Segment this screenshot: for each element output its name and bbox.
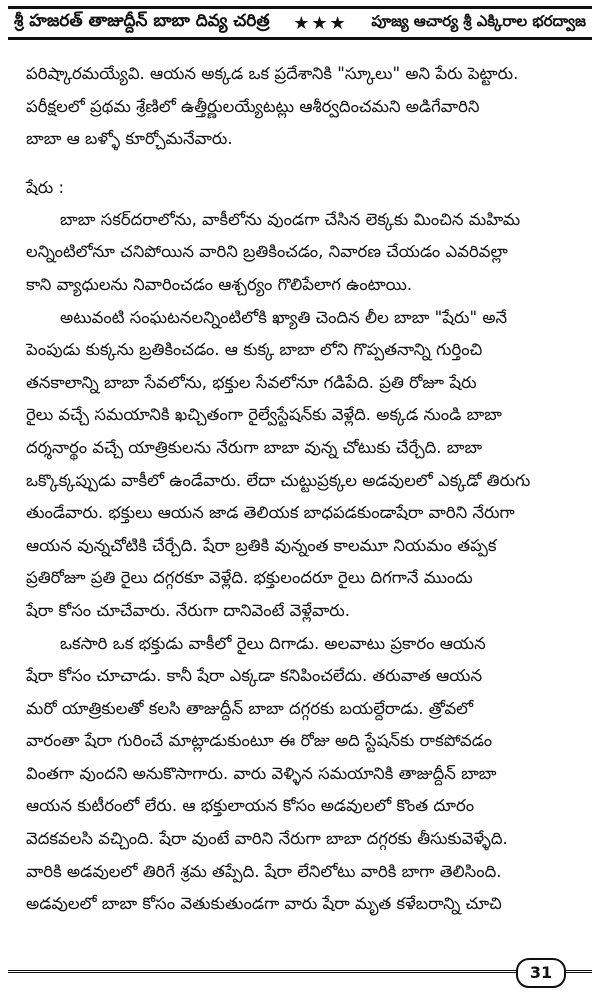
text-line: వింతగా వుందని అనుకొసాగారు. వారు వెళ్ళిన సమయానికి తాజుద్దీన్ బాబా [26, 763, 497, 783]
text-line: వారికి అడవులలో తిరిగే శ్రమ తప్పేది. షేరా లేనిలోటు వారికి బాగా తెలిసింది. [26, 861, 502, 881]
text-line: రైలు వచ్చే సమయానికి ఖచ్చితంగా రైల్వేస్టేషన్‌కు వెళ్లేది. అక్కడ నుండి బాబా [26, 405, 502, 425]
author-name: పూజ్య ఆచార్య శ్రీ ఎక్కిరాల భరద్వాజ [371, 12, 586, 30]
text-line: లన్నింటిలోనూ చనిపోయిన వారిని బ్రతికించడం, నివారణ చేయడం ఎవరివల్లా [26, 242, 508, 262]
paragraph-4 [26, 628, 586, 921]
page-body [26, 58, 586, 921]
footer-divider [8, 970, 592, 973]
text-line: ప్రతిరోజూ ప్రతి రైలు దగ్గరకూ వెళ్లేది. భక్తులందరూ రైలు దిగగానే ముందు [26, 568, 473, 588]
text-line: కాని వ్యాధులను నివారించడం ఆశ్చర్యం గొలిపేలాగ ఉంటాయి. [26, 274, 413, 294]
section-heading: షేరు : [26, 177, 65, 197]
text-line: బాబా ఆ బళ్ళో కూర్చోమనేవారు. [26, 129, 233, 149]
text-line: ఒకసారి ఒక భక్తుడు వాకీలో రైలు దిగాడు. అలవాటు ప్రకారం ఆయన [60, 633, 486, 653]
text-line: వెదకవలసి వచ్చింది. షేరా వుంటే వారిని నేరుగా బాబా దగ్గరకు తీసుకువెళ్ళేది. [26, 829, 508, 849]
text-line: అడవులలో బాబా కోసం వెతుకుతుండగా వారు షేరా మృత కళేబరాన్ని చూచి [26, 894, 502, 914]
page-footer [8, 958, 592, 988]
text-line: బాబా సకర్‌దరాలోను, వాకీలోను వుండగా చేసిన లెక్కకు మించిన మహిమ [60, 209, 521, 229]
page-number-badge: 31 [516, 958, 566, 988]
text-line: ఆయన వున్నచోటికి చేర్చేది. షేరా బ్రతికి వున్నంత కాలమూ నియమం తప్పక [26, 535, 497, 555]
text-line: పెంపుడు కుక్కను బ్రతికించడం. ఆ కుక్క బాబా లోని గొప్పతనాన్ని గుర్తించి [26, 340, 483, 360]
text-line: తనకాలాన్ని బాబా సేవలోను, భక్తుల సేవలోనూ గడిపేది. ప్రతి రోజూ షేరు [26, 372, 477, 392]
running-header [8, 6, 592, 40]
text-line: పరీక్షలలో ప్రథమ శ్రేణిలో ఉత్తీర్ణులయ్యేటట్లు ఆశీర్వదించమని అడిగేవారిని [26, 96, 480, 116]
text-line: ఒక్కొక్కప్పుడు వాకీలో ఉండేవారు. లేదా చుట్టుప్రక్కల అడవులలో ఎక్కడో తిరుగు [26, 470, 531, 490]
paragraph-1 [26, 58, 586, 156]
paragraph-3 [26, 302, 586, 628]
book-title: శ్రీ హజరత్ తాజుద్దీన్ బాబా దివ్య చరిత్ర [14, 11, 270, 31]
text-line: దర్శనార్థం వచ్చే యాత్రికులను నేరుగా బాబా వున్న చోటుకు చేర్చేది. బాబా [26, 437, 483, 457]
text-line: షేరా కోసం చూచాడు. కానీ షేరా ఎక్కడా కనిపించలేదు. తరువాత ఆయన [26, 666, 483, 686]
text-line: పరిష్కారమయ్యేవి. ఆయన అక్కడ ఒక ప్రదేశానికి "స్కూలు" అని పేరు పెట్టారు. [26, 64, 519, 83]
star-ornament: ★★★ [293, 12, 348, 34]
text-line: మరో యాత్రికులతో కలసి తాజుద్దీన్ బాబా దగ్గరకు బయల్దేరాడు. త్రోవలో [26, 698, 474, 718]
text-line: ఆయన కుటీరంలో లేరు. ఆ భక్తులాయన కోసం అడవులలో కొంత దూరం [26, 796, 475, 816]
paragraph-2 [26, 204, 586, 302]
text-line: తుండేవారు. భక్తులు ఆయన జాడ తెలియక బాధపడకుండాషేరా వారిని నేరుగా [26, 503, 515, 523]
text-line: అటువంటి సంఘటనలన్నింటిలోకి ఖ్యాతి చెందిన లీల బాబా "షేరు" అనే [60, 307, 508, 327]
text-line: షేరా కోసం చూచేవారు. నేరుగా దానివెంటే వెళ్లేవారు. [26, 600, 351, 620]
text-line: వారంతా షేరా గురించే మాట్లాడుకుంటూ ఈ రోజు అది స్టేషన్‌కు రాకపోవడం [26, 731, 493, 751]
